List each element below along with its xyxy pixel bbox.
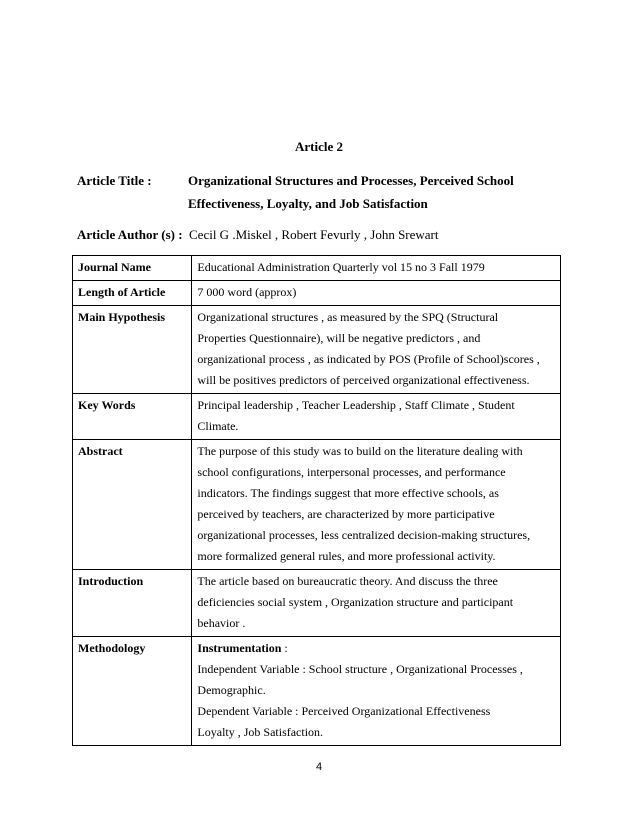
- journal-name-line: Educational Administration Quarterly vol 15 no 3 Fall 1979: [197, 260, 485, 274]
- abstract-label: Abstract: [73, 440, 192, 570]
- instrumentation-suffix: :: [281, 641, 288, 655]
- main-hypothesis-line: Properties Questionnaire), will be negative predictors , and: [197, 331, 481, 345]
- main-hypothesis-line: Organizational structures , as measured by the SPQ (Structural: [197, 310, 499, 324]
- methodology-line: Independent Variable : School structure , Organizational Processes ,: [197, 662, 523, 676]
- table-row-main-hypothesis: [73, 306, 561, 394]
- page-number: 4: [315, 761, 323, 773]
- methodology-label: Methodology: [73, 637, 192, 746]
- main-hypothesis-value: [192, 306, 561, 394]
- introduction-line: The article based on bureaucratic theory. And discuss the three: [197, 574, 498, 588]
- article-title-line: Organizational Structures and Processes, Perceived School: [188, 173, 514, 188]
- key-words-line: Climate.: [197, 419, 239, 433]
- abstract-line: school configurations, interpersonal processes, and performance: [197, 465, 506, 479]
- table-row-key-words: [73, 394, 561, 440]
- length-of-article-label: Length of Article: [73, 281, 192, 306]
- article-title-value: [188, 170, 514, 214]
- introduction-label: Introduction: [73, 570, 192, 637]
- article-author-value: Cecil G .Miskel , Robert Fevurly , John Srewart: [189, 227, 439, 242]
- main-hypothesis-label: Main Hypothesis: [73, 306, 192, 394]
- introduction-value: [192, 570, 561, 637]
- abstract-line: indicators. The findings suggest that more effective schools, as: [197, 486, 499, 500]
- table-row-introduction: [73, 570, 561, 637]
- abstract-line: perceived by teachers, are characterized by more participative: [197, 507, 495, 521]
- introduction-line: behavior .: [197, 616, 246, 630]
- abstract-value: [192, 440, 561, 570]
- abstract-line: organizational processes, less centralized decision-making structures,: [197, 528, 531, 542]
- main-hypothesis-line: organizational process , as indicated by POS (Profile of School)scores ,: [197, 352, 540, 366]
- table-row-length-of-article: [73, 281, 561, 306]
- methodology-line: Demographic.: [197, 683, 266, 697]
- abstract-line: more formalized general rules, and more professional activity.: [197, 549, 496, 563]
- table-row-abstract: [73, 440, 561, 570]
- methodology-value: [192, 637, 561, 746]
- article-title-label: Article Title :: [77, 173, 152, 188]
- instrumentation-label: Instrumentation: [197, 641, 282, 655]
- abstract-line: The purpose of this study was to build on the literature dealing with: [197, 444, 523, 458]
- instrumentation-line: [197, 638, 555, 659]
- key-words-value: [192, 394, 561, 440]
- journal-name-value: [192, 256, 561, 281]
- length-of-article-value: [192, 281, 561, 306]
- methodology-line: Loyalty , Job Satisfaction.: [197, 725, 324, 739]
- main-hypothesis-line: will be positives predictors of perceived organizational effectiveness.: [197, 373, 530, 387]
- introduction-line: deficiencies social system , Organization structure and participant: [197, 595, 514, 609]
- table-row-journal-name: [73, 256, 561, 281]
- article-heading: Article 2: [294, 139, 343, 154]
- methodology-line: Dependent Variable : Perceived Organizational Effectiveness: [197, 704, 491, 718]
- table-row-methodology: [73, 637, 561, 746]
- journal-name-label: Journal Name: [73, 256, 192, 281]
- key-words-label: Key Words: [73, 394, 192, 440]
- article-details-table: [72, 255, 561, 746]
- key-words-line: Principal leadership , Teacher Leadership , Staff Climate , Student: [197, 398, 515, 412]
- length-of-article-line: 7 000 word (approx): [197, 285, 297, 299]
- article-title-line: Effectiveness, Loyalty, and Job Satisfaction: [188, 196, 428, 211]
- article-author-label: Article Author (s) :: [77, 227, 183, 242]
